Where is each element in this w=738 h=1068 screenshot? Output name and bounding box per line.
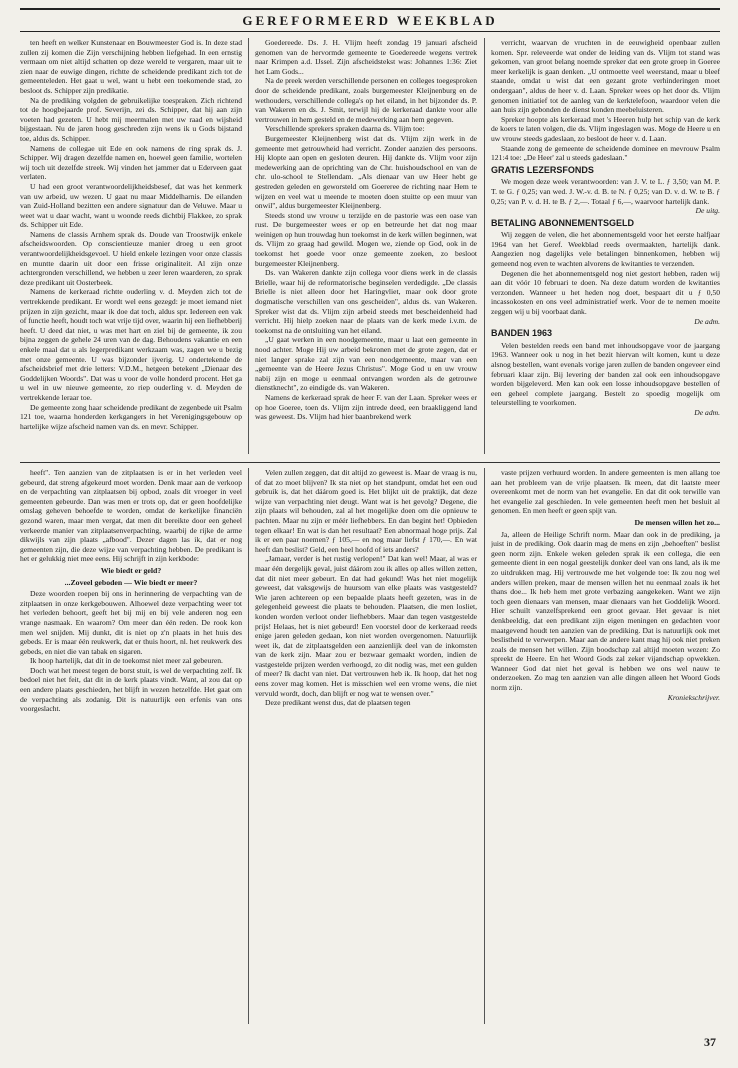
betaling-heading: BETALING ABONNEMENTSGELD: [491, 217, 634, 228]
banden-heading: BANDEN 1963: [491, 328, 553, 339]
top-column-3: [491, 38, 720, 458]
article-signature: Kroniekschrijver.: [667, 692, 720, 702]
paragraph: Ds. van Wakeren dankte zijn collega voor diens werk in de classis Brielle, waar hij de reformatorische beginselen verdedigde. „De classis Brielle is niet alleen door het Haringvliet, maar ook door grote dogmatische verschillen van ons gescheiden", aldus ds. van Wakeren. Spreker wist dat ds. Vlijm zijn arbeid steeds met bescheidenheid had verricht. Hij hielp zoeken naar de plaats van de kerk mede i.v.m. de toekomst na de ontsluiting van het eiland.: [255, 268, 477, 335]
bottom-column-2: [255, 468, 477, 1026]
paragraph: Staande zong de gemeente de scheidende dominee en mevrouw Psalm 121:4 toe: „De Heer' zal u steeds gadeslaan.": [491, 143, 720, 163]
paragraph: Na de prediking volgden de gebruikelijke toespraken. Zich richtend tot de hoogbejaarde prof. Severijn, zei ds. Schipper, dat hij aan zijn voeten had gezeten. U hebt mij meermalen met uw raad en wijsheid bijgestaan. Nu de jaren hoog geschreden zijn wens ik u Gods bijstand toe, aldus ds. Schipper.: [20, 95, 242, 143]
paragraph: Namens de classis Arnhem sprak ds. Doude van Troostwijk enkele afscheidswoorden. Op conscientieuze manier droeg u een groot verantwoordelijkheidsgevoel. U hield enkele lezingen voor onze classis en muntte daarin uit door een frisse originaliteit. Al zijn onze achtergronden verschillend, we hebben u zeer leren waarderen, zo sprak deze predikant uit Oosterbeek.: [20, 229, 242, 287]
paragraph: Steeds stond uw vrouw u terzijde en de pastorie was een oase van rust. De burgemeester wees er op en betreurde het dat nog maar weinigen op hun trouwdag hun toekomst in de kerk willen beginnen, wat ds. Vlijm zo graag had gewild. Mogen we, ziende op God, ook in de toekomst het goede voor onze gemeente zoeken, zo besloot burgemeester Kleijnenberg.: [255, 210, 477, 268]
betaling-text-1: Wij zeggen de velen, die het abonnementsgeld voor het eerste halfjaar 1964 van het Geref. Weekblad reeds overmaakten, hartelijk dank. Aangezien nog dagelijks vele betalingen binnenkomen, hebben wij gemeend nog even te wachten alvorens de kwitanties te verzenden.: [491, 230, 720, 269]
paragraph: Spreker hoopte als kerkeraad met 's Heeren hulp het schip van de kerk de koers te laten volgen, die ds. Vlijm ingeslagen was. Moge de Heere u en uw vrouw steeds gadeslaan, zo besloot de heer v. d. Laan.: [491, 114, 720, 143]
gratis-lezersfonds-text: We mogen deze week verantwoorden: van J. V. te L. ƒ 3,50; van M. P. T. te G. ƒ 0,25; van wed. J. W.-v. d. B. te N. ƒ 0,25; van D. v. d. W. te B. ƒ 0,25; van P. v. d. H. te B. ƒ 2,—. Totaal ƒ 6,—, waarvoor hartelijk dank.: [491, 177, 720, 206]
paragraph: De gemeente zong haar scheidende predikant de zegenbede uit Psalm 121 toe, waarna honderden kerkgangers in het Verenigingsgebouw op hartelijke wijze afscheid namen van ds. en mevr. Schipper.: [20, 402, 242, 431]
column-divider: [484, 468, 485, 1024]
paragraph: verricht, waarvan de vruchten in de eeuwigheid openbaar zullen komen. Spr. releveerde wat onder de leiding van ds. Vlijm tot stand was gekomen, van groot belang noemde spreker dat een grote groep in Goeree meer kerkelijk is gaan denken. „U ontmoette veel weerstand, maar u bleef staande, omdat u wist dat een gezant grote verhinderingen moet ondergaan", aldus de heer v. d. Laan. Spreker wees op het door ds. Vlijm genomen initiatief tot de aanleg van de kerktelefoon, waardoor velen die aan huis zijn gebonden de dienst konden meebeluisteren.: [491, 38, 720, 115]
betaling-signature: De adm.: [694, 316, 720, 326]
bottom-column-1: [20, 468, 242, 1026]
paragraph: Verschillende sprekers spraken daarna ds. Vlijm toe:: [265, 124, 425, 134]
paragraph: Ja, alleen de Heilige Schrift norm. Maar dan ook in de prediking, ja juist in de prediking. Ook daarin mag de mens en zijn „behoeften" beslist geen norm zijn. Enkele weken geleden sprak ik een collega, die een gemeente dient in een nogal geestelijk donker deel van ons land, als ik me zo uitdrukken mag. Hij vertrouwde me het volgende toe: Ik zou nog wel anders willen preken, maar de mensen willen het nu eenmaal zoals ik het thans doe... Ik heb hem met grote verbazing aangekeken. Want we zijn toch geen dienaars van mensen, maar dienaars van het Goddelijk Woord. Hier schuilt vanzelfsprekend een groot gevaar. Het gevaar is niet denkbeeldig, dat een predikant zijn eigen meningen en gedachten voor maatgevend houdt ten aanzien van de prediking. Dat is natuurlijk ook met beslistheid te verwerpen. Maar aan de andere kant mag hij ook niet preken zoals de mensen het willen. Zijn boodschap zal altijd moeten wezen: Zo spreekt de Heere. En het Woord Gods zal zeker vijandschap opwekken. Wanneer God dat niet het geval is hebben we ons wel nauw te onderzoeken. Zo mag ten aanzien van alle dingen alleen het Woord Gods norm zijn.: [491, 529, 720, 693]
gratis-lezersfonds-heading: GRATIS LEZERSFONDS: [491, 164, 594, 175]
paragraph: Namens de kerkeraad sprak de heer F. van der Laan. Spreker wees er op hoe Goeree, toen ds. Vlijm zijn intrede deed, een braakliggend land was geweest. Ds. Vlijm had hier baanbrekend werk: [255, 392, 477, 422]
column-divider: [248, 38, 249, 454]
masthead: GEREFORMEERD WEEKBLAD: [20, 8, 720, 32]
paragraph: Namens de kerkeraad richtte ouderling v. d. Meyden zich tot de vertrekkende predikant. Er wordt wel eens gezegd: je moet iemand niet prijzen in zijn gezicht, maar ik doe dat toch, aldus spr. Iedereen een vak of functie heeft, houdt toch wat vrije tijd over, waarin hij een liefhebberij heeft. U deed dat niet, u was met hart en ziel bij de gemeente, ik zou bijna zeggen de gehele 24 uren van de dag. Behoudens vakantie en een enkele maal dat u als legerpredikant werkzaam was, zagen we u bezig met onze gemeente. U was bijzonder ijverig. U ondertekende de afscheidsbrief met drie letters: V.D.M., hetgeen betekent „Dienaar des Goddelijken Woords". Dat was u voor de volle honderd procent. Het ga u wel in uw nieuwe gemeente, zo riep ouderling v. d. Meyden de vertrekkende leraar toe.: [20, 287, 242, 402]
paragraph: Deze woorden roepen bij ons in herinnering de verpachting van de zitplaatsen in onze kerkgebouwen. Alhoewel deze verpachting weer tot het verleden behoort, geeft het bij mij en bij vele anderen nog een vrange nasmaak. En waarom? Om meer dan één reden. De rook kon men wel snijden. Mij dunkt, dit is niet op z'n plaats in het huis des gebeds. Er is maar één reukwerk, dat er thuis hoort, nl. het reukwerk des gebeds, en niet die van tabak en sigaren.: [20, 589, 242, 656]
paragraph: „Jamaar, verder is het rustig verlopen!" Dat kan wel! Maar, al was er maar één dergelijk geval, juist dáárom zou ik alles op alles willen zetten, dat dit niet meer gebeurt. En dat had gekund! Was het niet mogelijk geweest, dat vaksgewijs de huursom van elke plaats was vastgesteld? Wie jaren achtereen op een bepaalde plaats heeft gezeten, was in de gelegenheid geweest die plaats te behouden. Plaatsen, die men losliet, konden worden verloot onder liefhebbers. Maar dan tegen vastgestelde prijs! Helaas, het is niet gebeurd! Een voorstel door de kerkeraad reeds enige jaren geleden gedaan, kon niet worden overgenomen. Natuurlijk weet ik, dat de zitplaatsgelden een aanzienlijk deel van de inkomsten van de kerk zijn. Maar zou er bezwaar gemaakt worden, indien de vastgestelde prijzen werden verhoogd, zo dit nodig was, met een gulden of meer? Ik dacht van niet. Dat vertrouwen heb ik. Ik hoop, dat het nog eens zover mag komen. Het is misschien wel een vrome wens, die niet vervuld wordt, doch, dan blijft er nog wat te wensen over.": [255, 554, 477, 698]
paragraph: ten heeft en welker Kunstenaar en Bouwmeester God is. In deze stad zullen zij komen die Zijn verschijning hebben liefgehad. In een ernstig vermaan om niet altijd schatten op deze wereld te vergaren, maar uit te zien naar de euwige dingen, richtte de scheidende predikant zich tot de gemeenteleden. Het gaat u wel, want u hebt een toekomende stad, zo besloot ds. Schipper zijn predikatie.: [20, 38, 242, 95]
subheading-zoveel-geboden: ...Zoveel geboden — Wie biedt er meer?: [64, 577, 198, 587]
paragraph: vaste prijzen verhuurd worden. In andere gemeenten is men allang toe aan het probleem van de vrije plaatsen. Ik meen, dat dit laatste meer overeenkomt met de norm van het evangelie. En dat dit ook terwille van het evangelie zal geschieden. In vele gemeenten heeft men het besluit al genomen. En men heeft er geen spijt van.: [491, 468, 720, 516]
banden-signature: De adm.: [694, 407, 720, 417]
paragraph: U had een groot verantwoordelijkheidsbesef, dat was het kenmerk van uw arbeid, uw wezen. U gaat nu maar Middelharnis. De eilanden van Zuid-Holland bezitten een andere signatuur dan de Veluwe. Maar u weet wat u daar wacht, want u woonde reeds dichtbij Flakkee, zo sprak ds. Schipper uit Ede.: [20, 181, 242, 230]
paragraph: Velen zullen zeggen, dat dit altijd zo geweest is. Maar de vraag is nu, of dat zo moet blijven? Ik sta niet op het standpunt, omdat het een oud gebruik is, dat het dáárom goed is. Het blijkt uit de praktijk, dat deze wijze van verpachting niet deugt. Want wat is het gevolg? Degene, die zijn plaats wil behouden, zal al het mogelijke doen om die opnieuw te pachten. Maar nu zijn er méér liefhebbers. En dan begint het! Opbieden tegen elkaar! En wat is dan het resultaat? Een abnormaal hoge prijs. Zal ik er een paar noemen? ƒ 105,— en nog maar liefst ƒ 170,—. En wat heeft dan beslist? Geld, een heel hoofd of iets anders?: [255, 468, 477, 554]
column-divider: [484, 38, 485, 454]
paragraph: Ik hoop hartelijk, dat dit in de toekomst niet meer zal gebeuren.: [30, 656, 223, 666]
subheading-wie-biedt: Wie biedt er geld?: [100, 565, 162, 575]
top-column-2: [255, 38, 477, 454]
column-divider: [248, 468, 249, 1024]
paragraph: Namens de collegae uit Ede en ook namens de ring sprak ds. J. Schipper. Wij dragen dezelfde namen en, hoewel geen familie, wortelen wij toch uit dezelfde streek. Wij vinden het jammer dat u Ederveen gaat verlaten.: [20, 143, 242, 182]
top-column-1: [20, 38, 242, 454]
paragraph: Burgemeester Kleijnenberg wist dat ds. Vlijm zijn werk in de gemeente met getrouwheid had verricht. Zonder aanzien des persoons. Hij klopte aan open en gesloten deuren. Hij dankte ds. Vlijm voor zijn medewerking aan de oprichting van de Chr. huishoudschool en van de chr. ulo-school te Stellendam. „Als dienaar van uw Heer hebt ge gestreden geleden en geworsteld om Goereree de richting naar Hem te wijzen en veel wat u meende te moeten doen stuitte op een muur van onwil", aldus burgemeester Kleijnenberg.: [255, 133, 477, 211]
section-divider: [20, 462, 720, 463]
page-number: 37: [704, 1035, 716, 1049]
paragraph: Na de preek werden verschillende personen en colleges toegesproken door de scheidende predikant, zoals burgemeester Kleijnenburg en de wethouders, verschillende collega's op het eiland, in het bijzonder ds. P. van Wakeren en ds. J. Smit, terwijl hij de kerkeraad dankte voor alle vertrouwen in hem gesteld en de medewerking aan hem gegeven.: [255, 76, 477, 124]
paragraph: Deze predikant wenst dus, dat de plaatsen tegen: [265, 698, 411, 708]
bottom-column-3: [491, 468, 720, 1026]
paragraph: „U gaat werken in een noodgemeente, maar u laat een gemeente in nood achter. Moge Hij uw arbeid bekronen met de grote zegen, dat er niet langer sprake zal zijn van een noodgemeente, maar van een „gemeente van de Heere Jezus Christus". Moge God u en uw vrouw nabij zijn en moge u eenmaal ontvangen worden als de getrouwe dienstknecht", zo eindigde ds. van Wakeren.: [255, 335, 477, 393]
paragraph: Goedereede. Ds. J. H. Vlijm heeft zondag 19 januari afscheid genomen van de hervormde gemeente te Goedereede wegens vertrek naar Krimpen a.d. IJssel. Zijn afscheidstekst was: Johannes 1:36: Ziet het Lam Gods...: [255, 38, 477, 76]
paragraph: heeft". Ten aanzien van de zitplaatsen is er in het verleden veel gebeurd, dat streng afgekeurd moet worden. Denk maar aan de verkoop en de verpachting van zitplaatsen bij opbod, zoals dit vroeger in veel gemeenten gebeurde. Dan was men er trots op, dat er geen hoofdelijke omslag geheven behoefde te worden, omdat de kerkelijke financiën gezond waren, maar men vergat, dat men dit bereikte door een geheel verkeerde manier van zitplaatsenverpachting, waarbij de rijke de arme dikwijls van zijn plaats „afbood". Dezer dagen las ik, dat er nog gemeenten zijn, die deze wijze van verpachting hebben. De predikant is het er gelukkig niet mee eens. Hij schrijft in zijn kerkbode:: [20, 468, 242, 564]
betaling-text-2: Degenen die het abonnementsgeld nog niet gestort hebben, raden wij aan dit vóór 10 februari te doen. Na deze datum worden de kwitanties verzonden. Wanneer u het heden nog doet, bespaart dit u ƒ 0,50 incassokosten en ons veel administratief werk. Voor de te nemen moeite zeggen wij u bij voorbaat dank.: [491, 268, 720, 317]
paragraph: Doch wat het meest tegen de borst stuit, is wel de verpachting zelf. Ik bedoel niet het feit, dat dit in de kerk plaats vindt. Want, al zou dat op een andere plaats geschieden, het blijft in wezen hetzelfde. Het gaat om de verpachting als zodanig. Dit is natuurlijk een erfenis van ons voorgeslacht.: [20, 665, 242, 714]
subheading-mensen-willen: De mensen willen het zo...: [634, 517, 720, 527]
banden-text: Velen bestelden reeds een band met inhoudsopgave voor de jaargang 1963. Wanneer ook u nog in het bezit hiervan wilt komen, kunt u deze alsnog bestellen, want evenals vorige jaren zullen de banden ongeveer eind februari klaar zijn. Bij levering der banden zal ook een inhoudsopgave worden bijgeleverd. Men kan ook een losse inhoudsopgave bestellen of een geheel complete jaargang. Bestelt zo spoedig mogelijk om teleurstelling te voorkomen.: [491, 340, 720, 408]
gratis-signature: De uitg.: [695, 206, 720, 216]
